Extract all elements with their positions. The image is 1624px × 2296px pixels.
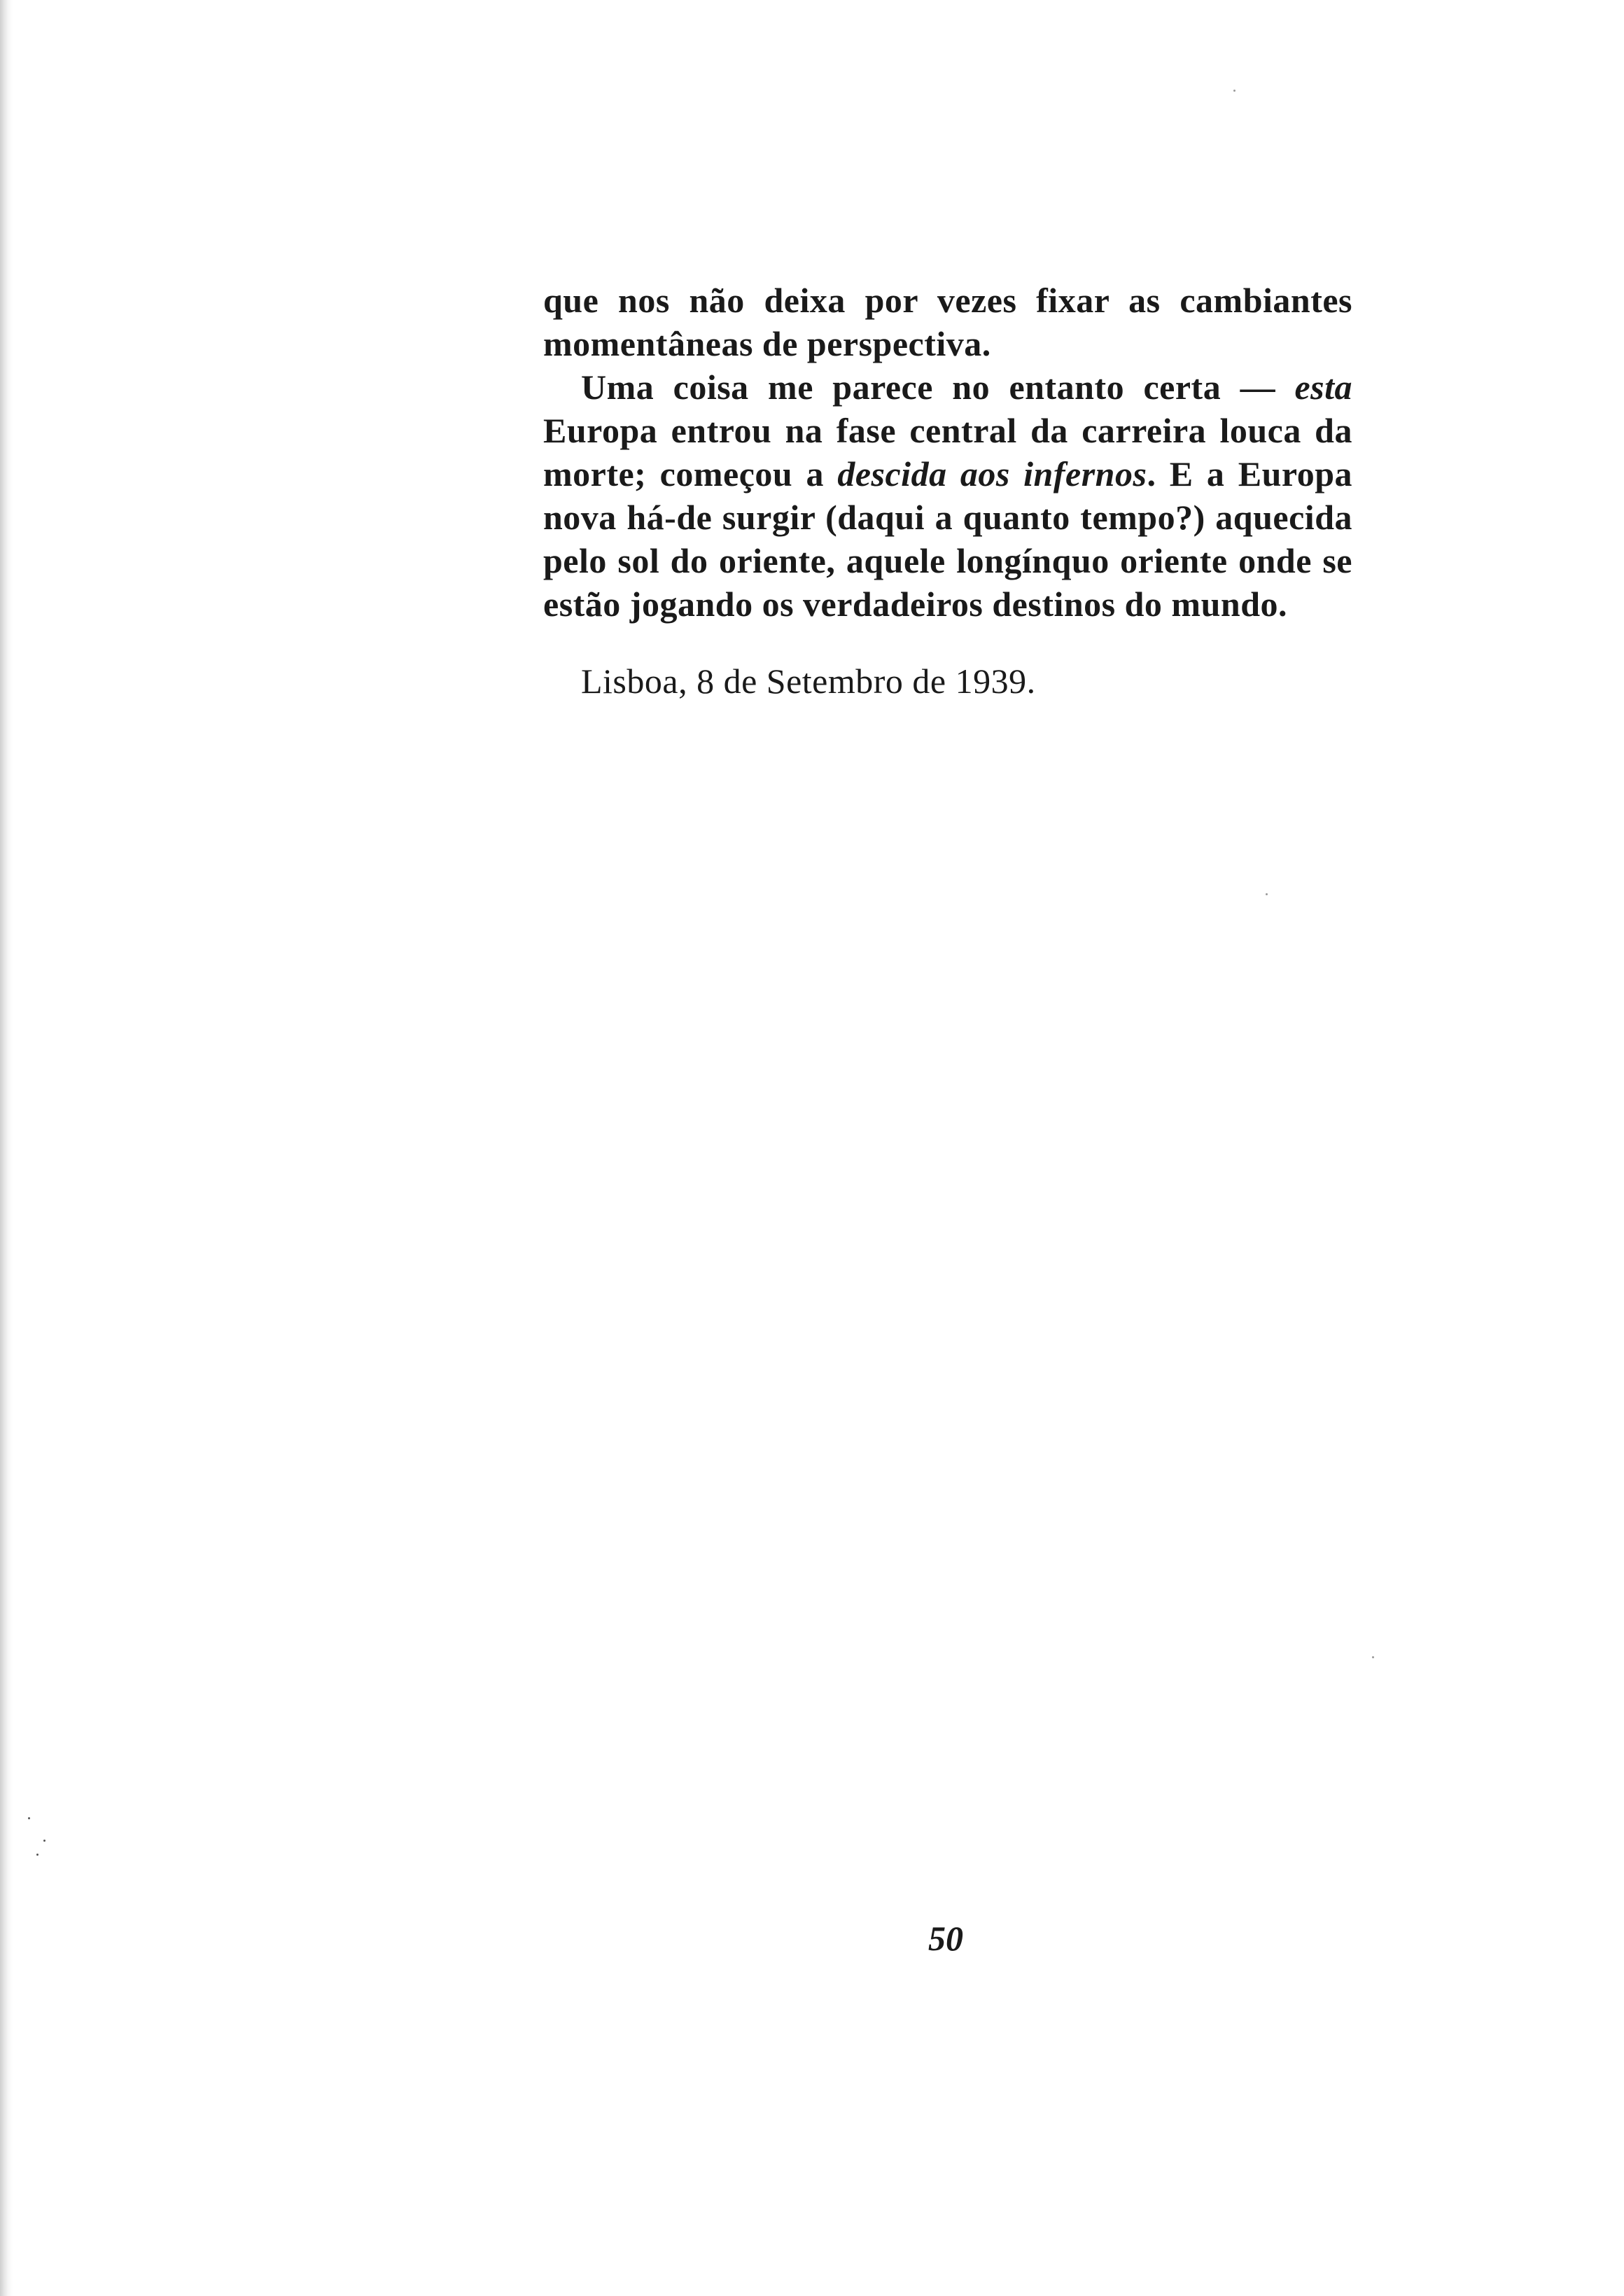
paragraph-2-text-c: . E a Europa nova há-de surgir (daqui a quanto tempo?) aquecida pelo sol do oriente, aquele longínquo oriente onde se estão jogando os verdadeiros destinos do mundo. — [543, 454, 1352, 624]
paragraph-2 — [543, 365, 1352, 626]
emphasis-descida-aos-infernos: descida aos infernos — [837, 454, 1147, 493]
scan-speck — [1266, 893, 1268, 895]
emphasis-esta: esta — [1294, 368, 1352, 407]
paragraph-1 — [543, 279, 1352, 365]
paragraph-2-text-a: Uma coisa me parece no entanto certa — — [581, 368, 1295, 407]
paragraph-1-text: que nos não deixa por vezes fixar as cambiantes momentâneas de perspectiva. — [543, 281, 1352, 363]
scan-speck — [1233, 90, 1236, 92]
dateline: Lisboa, 8 de Setembro de 1939. — [581, 662, 1036, 701]
scan-speck — [1372, 1656, 1374, 1658]
scan-speck — [43, 1840, 46, 1842]
scan-speck — [28, 1817, 30, 1819]
body-text — [543, 279, 1352, 626]
page-number: 50 — [928, 1919, 963, 1958]
scan-speck — [36, 1854, 38, 1856]
scan-edge-shadow — [0, 0, 13, 2296]
paragraph-2-text-b: Europa entrou na fase central da carreira louca da morte; começou a — [543, 411, 1352, 493]
